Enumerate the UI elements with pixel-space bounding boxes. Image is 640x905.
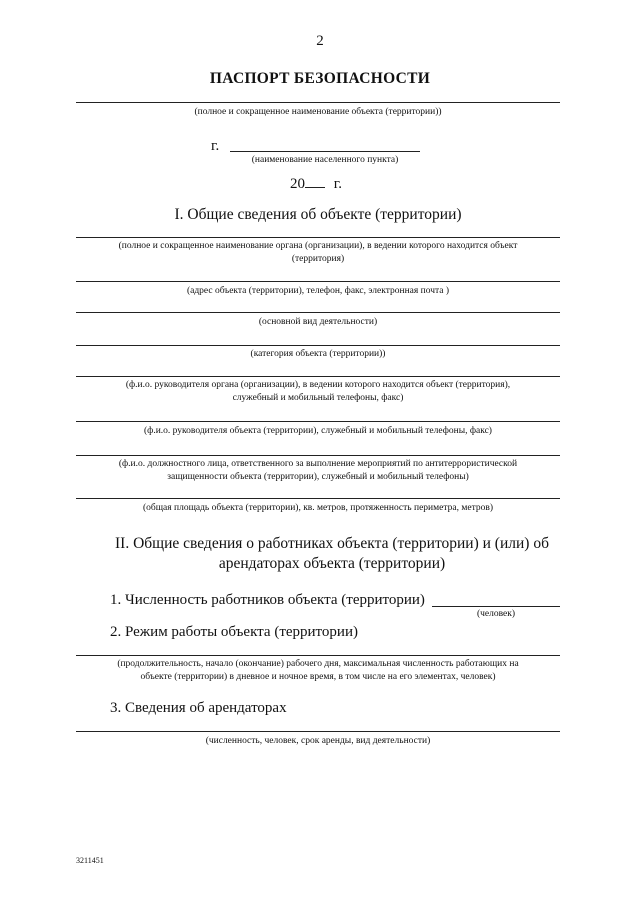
section2-title-line: II. Общие сведения о работниках объекта (территории) и (или) об	[115, 535, 549, 552]
caption-line: (категория объекта (территории))	[250, 349, 386, 359]
caption-line: (основной вид деятельности)	[258, 317, 378, 327]
caption-line: служебный и мобильный телефоны, факс)	[232, 393, 404, 403]
item2-line	[76, 655, 560, 656]
section1-field-caption	[76, 425, 560, 438]
item2-caption	[76, 658, 560, 684]
document-code: 3211451	[76, 856, 104, 865]
year-field	[290, 175, 342, 193]
object-name-caption: (полное и сокращенное наименование объекта (территории))	[194, 107, 442, 117]
object-name-line	[76, 102, 560, 103]
caption-line: (ф.и.о. руководителя объекта (территории), служебный и мобильный телефоны, факс)	[144, 426, 492, 436]
section1-title: I. Общие сведения об объекте (территории)	[174, 206, 462, 223]
section1-field-line	[76, 345, 560, 346]
section1-field-line	[76, 498, 560, 499]
section1-field-line	[76, 376, 560, 377]
caption-line: (ф.и.о. должностного лица, ответственного за выполнение мероприятий по антитеррористической	[118, 459, 518, 469]
document-title: ПАСПОРТ БЕЗОПАСНОСТИ	[209, 70, 431, 87]
caption-line: (продолжительность, начало (окончание) рабочего дня, максимальная численность работающих на	[117, 659, 519, 669]
city-prefix: г.	[211, 138, 220, 154]
section1-field-caption	[76, 458, 560, 484]
section1-field-caption	[76, 502, 560, 515]
section1-field-line	[76, 421, 560, 422]
item2-label: 2. Режим работы объекта (территории)	[110, 624, 358, 640]
section1-field-line	[76, 455, 560, 456]
city-line	[230, 151, 420, 152]
section1-field-caption	[76, 240, 560, 266]
year-prefix: 20	[290, 176, 305, 192]
item1-unit: (человек)	[476, 609, 516, 619]
section1-field-line	[76, 281, 560, 282]
city-caption: (наименование населенного пункта)	[251, 155, 399, 165]
item3-caption: (численность, человек, срок аренды, вид деятельности)	[205, 736, 431, 746]
caption-line: объекте (территории) в дневное и ночное время, в том числе на его элементах, человек)	[140, 672, 496, 682]
section2-title	[90, 534, 574, 574]
section1-field-caption	[76, 379, 560, 405]
caption-line: (территория)	[291, 254, 345, 264]
caption-line: (ф.и.о. руководителя органа (организации), в ведении которого находится объект (территория),	[125, 380, 511, 390]
section2-title-line: арендаторах объекта (территории)	[218, 555, 446, 572]
section1-field-caption	[76, 316, 560, 329]
item1-label: 1. Численность работников объекта (территории)	[110, 592, 425, 608]
caption-line: (полное и сокращенное наименование органа (организации), в ведении которого находится объект	[118, 241, 518, 251]
section1-field-line	[76, 237, 560, 238]
item3-line	[76, 731, 560, 732]
page-number: 2	[316, 33, 324, 49]
section1-field-caption	[76, 348, 560, 361]
item1-line	[432, 606, 560, 607]
caption-line: защищенности объекта (территории), служебный и мобильный телефоны)	[167, 472, 469, 482]
section1-field-line	[76, 312, 560, 313]
caption-line: (общая площадь объекта (территории), кв. метров, протяженность периметра, метров)	[142, 503, 494, 513]
caption-line: (адрес объекта (территории), телефон, факс, электронная почта )	[186, 286, 450, 296]
year-suffix: г.	[333, 176, 342, 192]
section1-field-caption	[76, 285, 560, 298]
item3-label: 3. Сведения об арендаторах	[110, 700, 287, 716]
year-blank	[305, 175, 325, 188]
